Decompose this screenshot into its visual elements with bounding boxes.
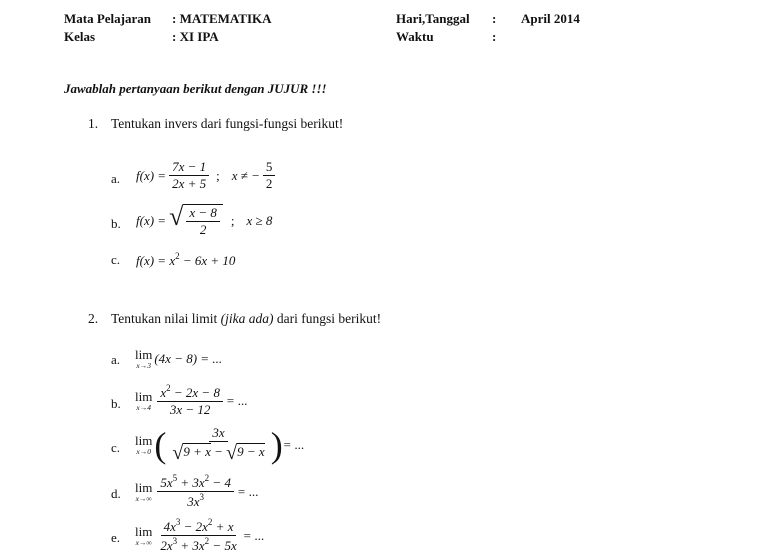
q2d-tail: = ...	[236, 483, 259, 499]
q1b-numerator: x − 8	[186, 206, 220, 222]
q2a-expression	[135, 348, 222, 370]
question-1-text: Tentukan invers dari fungsi-fungsi berikut!	[111, 116, 344, 131]
question-2-number: 2.	[88, 311, 99, 326]
lim-word: lim	[135, 389, 153, 405]
q2b-num-exp: 2	[166, 383, 171, 393]
q2e-tail: = ...	[242, 527, 265, 543]
date-value: April 2014	[521, 11, 580, 26]
subject-value: : MATEMATIKA	[172, 11, 272, 26]
q2d-num-a-exp: 5	[172, 473, 178, 483]
q1c-letter: c.	[111, 252, 121, 267]
q2e-limit	[135, 525, 152, 547]
q2c-numerator: 3x	[209, 426, 227, 442]
q2a-body: (4x − 8) = ...	[154, 350, 223, 366]
q2-text-before: Tentukan nilai limit	[111, 311, 221, 326]
q2e-fraction	[157, 518, 239, 554]
q2e-expression	[135, 518, 265, 554]
q1a-numerator: 7x − 1	[169, 160, 209, 176]
q1b-denominator: 2	[199, 222, 207, 238]
time-colon: :	[492, 29, 497, 44]
q2e-letter: e.	[111, 530, 121, 545]
q2c-expression	[135, 426, 304, 463]
q1b-fraction	[186, 206, 220, 238]
q2c-sqrt-a-body: 9 + x	[183, 443, 211, 463]
q2d-num-a: 5x	[160, 475, 173, 490]
q2b-num-base: x	[160, 385, 167, 400]
q1c-lhs: f(x) = x	[136, 253, 176, 268]
q2b-letter: b.	[111, 396, 121, 411]
q2d-den-base: 3x	[187, 494, 200, 510]
question-1-number: 1.	[88, 116, 99, 131]
q1c-rest: − 6x + 10	[179, 253, 236, 268]
q1c-exponent: 2	[175, 251, 180, 261]
q2d-denominator	[184, 492, 207, 509]
lim-word: lim	[135, 480, 153, 496]
q2c-den-mid: −	[210, 444, 227, 460]
q2b-numerator	[157, 384, 223, 402]
question-2-text	[111, 311, 381, 327]
q1a-condition-numerator: 5	[263, 160, 276, 176]
q2c-denominator	[169, 442, 267, 463]
q1b-sqrt	[169, 204, 223, 238]
q1b-sqrt-body	[183, 204, 223, 238]
q1b-lhs: f(x) =	[136, 212, 167, 228]
q2b-expression	[135, 384, 248, 418]
date-colon: :	[492, 11, 497, 26]
q2d-num-b: + 3x	[177, 475, 205, 490]
q1a-fraction	[169, 160, 209, 192]
q1a-separator: ;	[216, 167, 220, 183]
q2c-limit	[135, 434, 152, 456]
radical-sign-icon: √	[226, 442, 238, 465]
q2b-denominator: 3x − 12	[169, 402, 211, 418]
lim-word: lim	[135, 524, 153, 540]
q1a-condition-denominator: 2	[265, 176, 273, 192]
q2d-den-exp: 3	[199, 492, 205, 503]
q2c-tail: = ...	[282, 436, 305, 452]
q2d-numerator	[157, 474, 234, 492]
lim-subscript: x→3	[136, 361, 151, 370]
q2e-num-b-exp: 2	[207, 517, 213, 527]
q2e-den-b-exp: 2	[204, 536, 210, 547]
lim-subscript: x→0	[136, 446, 151, 456]
q2b-tail: = ...	[225, 392, 248, 408]
instruction: Jawablah pertanyaan berikut dengan JUJUR !!!	[64, 81, 327, 96]
left-paren-icon: (	[154, 424, 167, 465]
q1b-letter: b.	[111, 216, 121, 231]
q2b-fraction	[157, 384, 223, 418]
q1c-expression	[136, 251, 235, 269]
q1a-lhs: f(x) =	[136, 167, 167, 183]
q2c-fraction	[169, 426, 267, 463]
radical-sign-icon: √	[172, 442, 184, 465]
q2e-den-b: + 3x	[177, 538, 205, 554]
lim-word: lim	[135, 432, 153, 448]
q2d-expression	[135, 474, 259, 510]
q1b-condition: x ≥ 8	[246, 212, 273, 228]
q2e-num-b: − 2x	[180, 519, 208, 534]
date-label: Hari,Tanggal	[396, 11, 470, 26]
q2c-sqrt-b-body: 9 − x	[237, 443, 265, 463]
q1a-condition: x ≠ −	[231, 167, 260, 183]
q2d-limit	[135, 481, 152, 503]
lim-word: lim	[135, 347, 153, 362]
class-value: : XI IPA	[172, 29, 219, 44]
radical-sign-icon: √	[169, 202, 184, 231]
q2a-letter: a.	[111, 352, 121, 367]
lim-subscript: x→∞	[135, 494, 152, 504]
lim-subscript: x→4	[136, 403, 151, 413]
q2d-num-c: − 4	[209, 475, 231, 490]
q2b-num-rest: − 2x − 8	[170, 385, 220, 400]
q2d-letter: d.	[111, 486, 121, 501]
q1a-letter: a.	[111, 171, 121, 186]
q2d-fraction	[157, 474, 234, 510]
q2e-num-a: 4x	[163, 519, 176, 534]
lim-subscript: x→∞	[135, 538, 152, 548]
q1b-expression	[136, 204, 272, 238]
q2e-denominator	[157, 536, 239, 553]
q2c-sqrt-a	[172, 443, 211, 463]
q2b-limit	[135, 390, 152, 412]
time-label: Waktu	[396, 29, 434, 44]
right-paren-icon: )	[270, 424, 283, 465]
subject-label: Mata Pelajaran	[64, 11, 152, 26]
q2e-den-a: 2x	[160, 538, 173, 554]
q2e-den-c: − 5x	[209, 538, 237, 554]
q2d-num-b-exp: 2	[204, 473, 210, 483]
q2c-letter: c.	[111, 440, 121, 455]
q1a-expression	[136, 160, 278, 192]
class-label: Kelas	[64, 29, 96, 44]
q1b-separator: ;	[230, 212, 235, 228]
q2-text-after: dari fungsi berikut!	[273, 311, 382, 326]
q2e-num-a-exp: 3	[175, 517, 181, 527]
q2e-numerator	[161, 518, 237, 536]
q2c-sqrt-b	[226, 443, 265, 463]
q2e-num-c: + x	[212, 519, 234, 534]
q2-text-italic: (jika ada)	[220, 311, 274, 326]
q2a-limit	[135, 348, 152, 370]
q1a-condition-fraction	[263, 160, 276, 192]
q1a-denominator: 2x + 5	[172, 176, 207, 192]
q2e-den-a-exp: 3	[172, 536, 178, 547]
